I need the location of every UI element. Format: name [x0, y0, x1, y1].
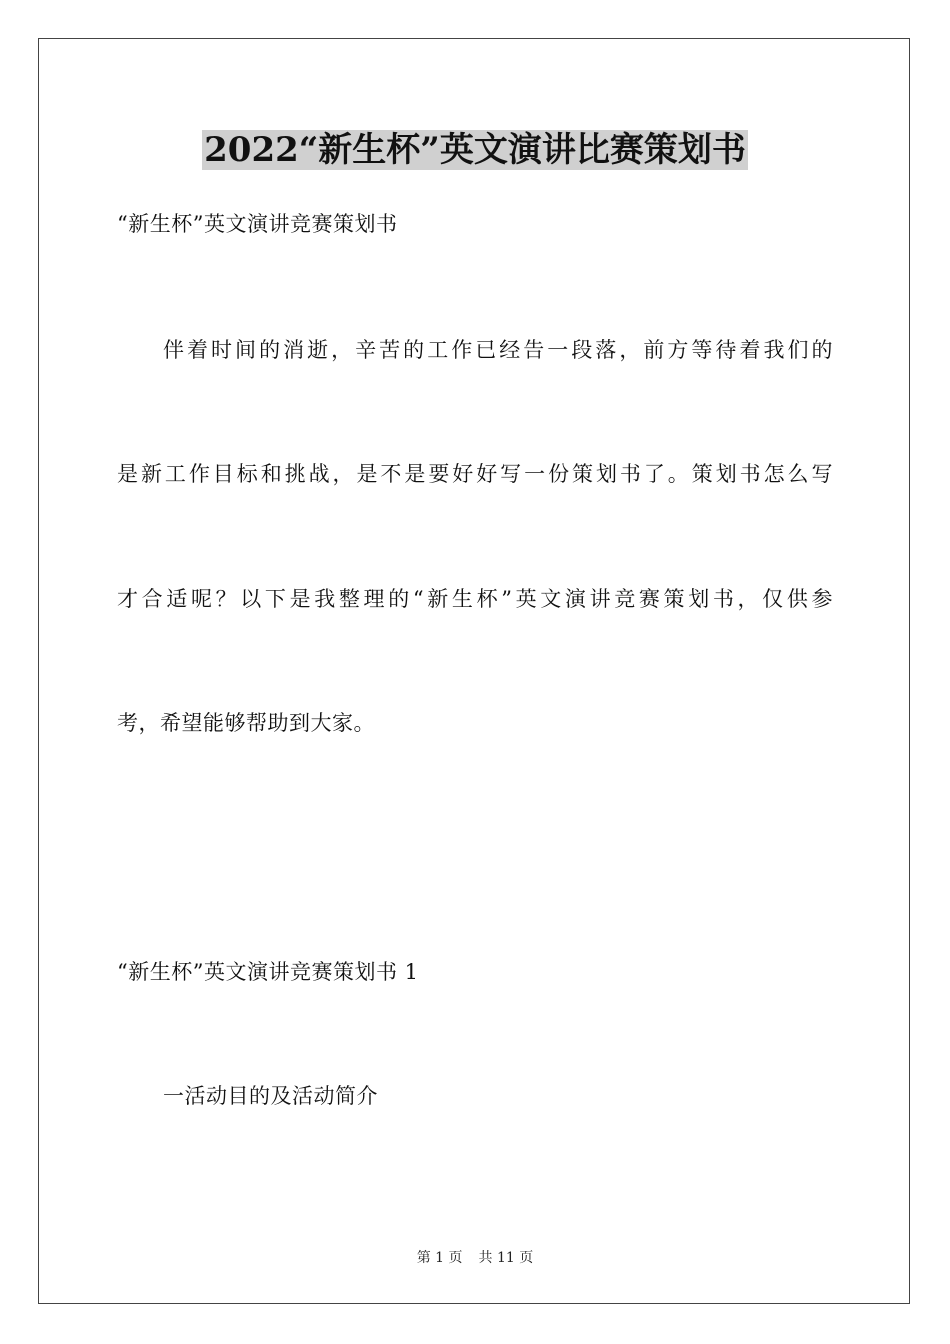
page-total: 共 11 页 [478, 1250, 534, 1266]
document-subtitle: “新生杯”英文演讲竞赛策划书 [117, 212, 398, 236]
page-footer [0, 1248, 950, 1268]
document-title [0, 128, 950, 172]
intro-line-3: 才合适呢？以下是我整理的“新生杯”英文演讲竞赛策划书，仅供参 [117, 587, 833, 611]
subsection-heading: 一活动目的及活动简介 [163, 1084, 378, 1108]
intro-line-2: 是新工作目标和挑战，是不是要好好写一份策划书了。策划书怎么写 [117, 462, 833, 486]
section-heading: “新生杯”英文演讲竞赛策划书 1 [117, 960, 419, 984]
page-number: 第 1 页 [416, 1250, 463, 1266]
document-title-text: 2022“新生杯”英文演讲比赛策划书 [204, 130, 746, 170]
intro-line-4: 考，希望能够帮助到大家。 [117, 711, 375, 735]
intro-line-1: 伴着时间的消逝，辛苦的工作已经告一段落，前方等待着我们的 [163, 338, 833, 362]
